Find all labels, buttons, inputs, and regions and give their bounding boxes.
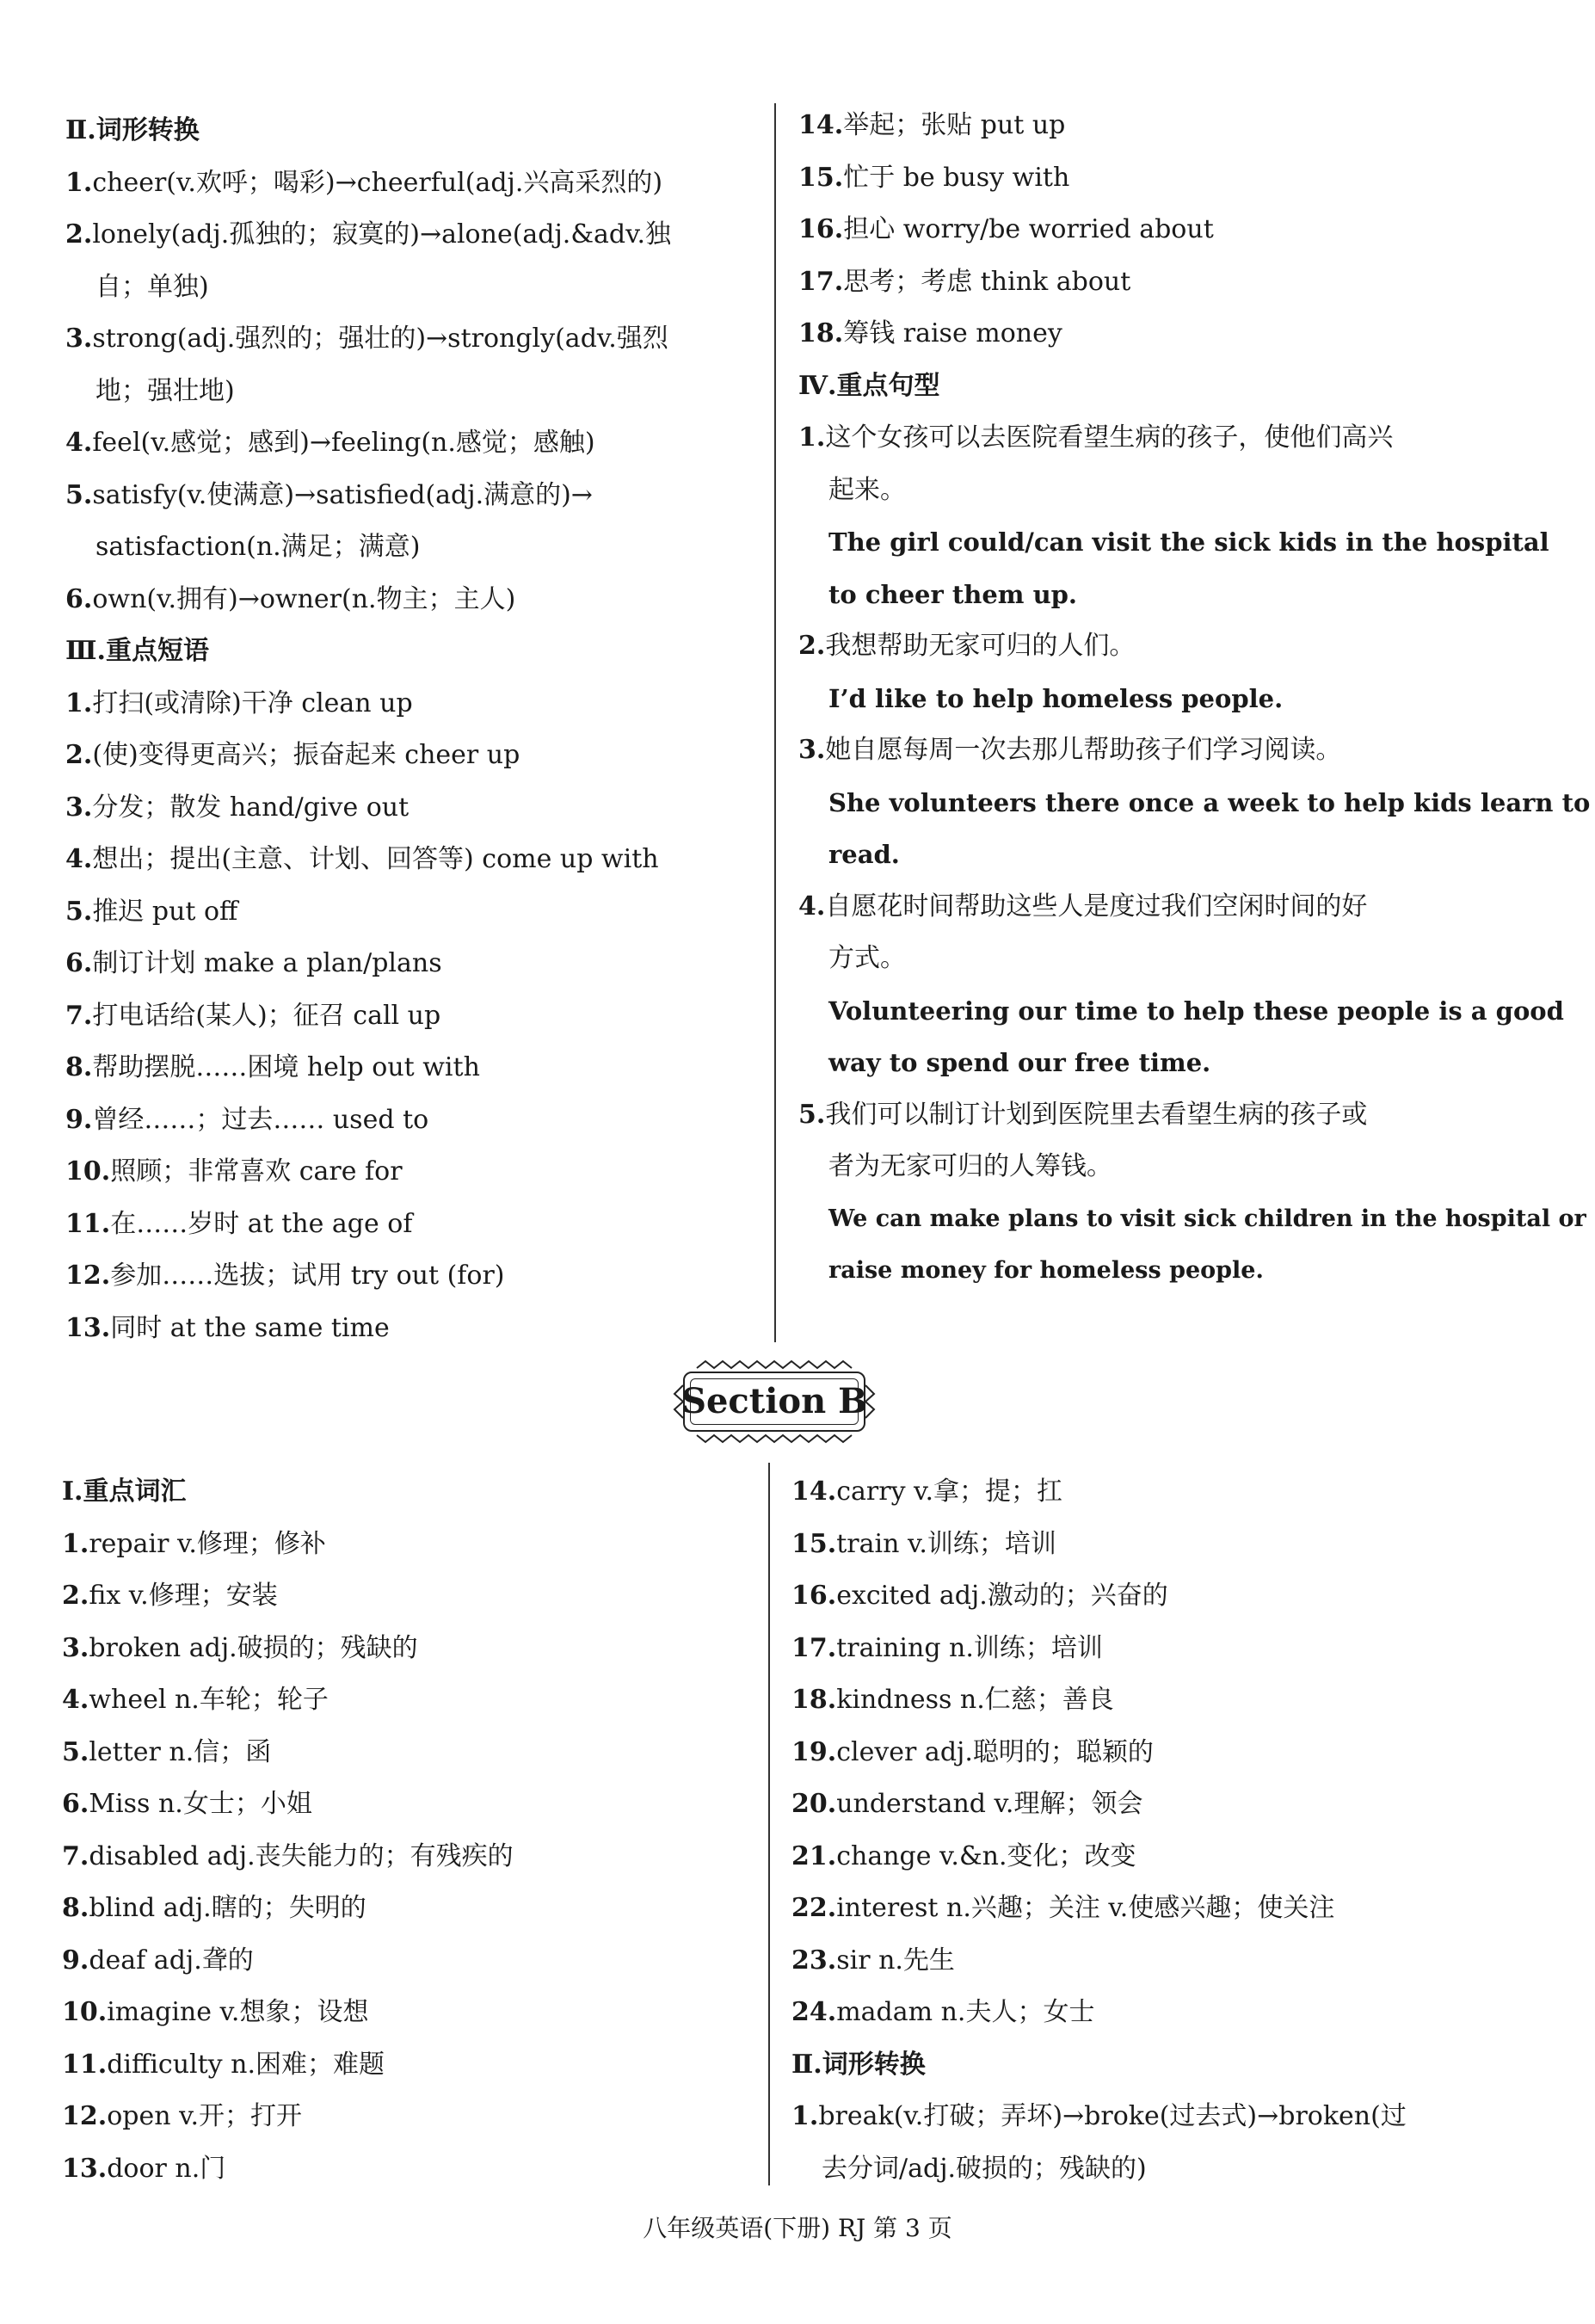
list-item bbox=[65, 417, 754, 470]
item-text: 照顾；非常喜欢 care for bbox=[110, 1156, 403, 1187]
sentence-english: She volunteers there once a week to help kids learn to bbox=[828, 787, 1591, 817]
item-number: 1. bbox=[62, 1528, 89, 1559]
item-number: 6. bbox=[62, 1789, 89, 1819]
column-divider bbox=[768, 1463, 770, 2185]
item-number: 19. bbox=[791, 1736, 837, 1767]
item-text: 曾经……；过去…… used to bbox=[92, 1104, 429, 1135]
section-b-banner bbox=[671, 1359, 878, 1444]
item-number: 15. bbox=[798, 162, 844, 193]
list-item bbox=[791, 1466, 1557, 1519]
item-text: deaf adj.聋的 bbox=[89, 1945, 254, 1976]
item-number: 11. bbox=[62, 2049, 108, 2080]
item-number: 2. bbox=[65, 219, 93, 250]
item-number: 7. bbox=[65, 1000, 93, 1031]
sentence-chinese: 方式。 bbox=[828, 943, 906, 973]
item-number: 4. bbox=[65, 844, 93, 874]
item-text: 打电话给(某人)；征召 call up bbox=[92, 1000, 441, 1031]
item-text: clever adj.聪明的；聪颖的 bbox=[836, 1736, 1154, 1767]
sentence-item bbox=[798, 1089, 1555, 1142]
item-number: 2. bbox=[65, 740, 93, 770]
section-heading: Ⅱ.词形转换 bbox=[65, 115, 200, 145]
list-item bbox=[65, 938, 754, 990]
item-text: Miss n.女士；小姐 bbox=[89, 1789, 312, 1819]
list-item bbox=[65, 1199, 754, 1251]
section-heading: Ⅳ.重点句型 bbox=[798, 370, 940, 401]
item-text: kindness n.仁慈；善良 bbox=[836, 1685, 1114, 1715]
list-item bbox=[798, 204, 1555, 256]
list-item bbox=[62, 1831, 750, 1883]
list-item bbox=[791, 2091, 1557, 2143]
item-text: strong(adj.强烈的；强壮的)→strongly(adv.强烈 bbox=[92, 324, 668, 354]
bottom-left-column bbox=[62, 1466, 750, 2195]
section-heading: Ⅰ.重点词汇 bbox=[62, 1476, 187, 1507]
list-item bbox=[65, 574, 754, 626]
list-item bbox=[65, 1303, 754, 1355]
item-number: 18. bbox=[791, 1685, 837, 1715]
sentence-chinese: 我想帮助无家可归的人们。 bbox=[825, 631, 1136, 661]
sentence-item bbox=[798, 412, 1555, 465]
item-text: break(v.打破；弄坏)→broke(过去式)→broken(过 bbox=[818, 2101, 1407, 2131]
item-text: 在……岁时 at the age of bbox=[110, 1208, 413, 1239]
item-text: 举起；张贴 put up bbox=[843, 110, 1066, 140]
item-number: 13. bbox=[62, 2153, 108, 2184]
item-text: carry v.拿；提；扛 bbox=[836, 1476, 1062, 1507]
item-text: cheer(v.欢呼；喝彩)→cheerful(adj.兴高采烈的) bbox=[92, 167, 663, 198]
page-footer: 八年级英语(下册) RJ 第 3 页 bbox=[643, 2214, 952, 2242]
item-number: 11. bbox=[65, 1208, 111, 1239]
item-number: 15. bbox=[791, 1528, 837, 1559]
list-item bbox=[62, 1935, 750, 1988]
item-number: 9. bbox=[65, 1104, 93, 1135]
item-text: 筹钱 raise money bbox=[843, 318, 1062, 348]
sentence-english: The girl could/can visit the sick kids in the hospital bbox=[828, 527, 1549, 557]
item-text: change v.&n.变化；改变 bbox=[836, 1840, 1136, 1871]
list-item bbox=[791, 1727, 1557, 1779]
item-number: 16. bbox=[791, 1581, 837, 1611]
item-text: lonely(adj.孤独的；寂寞的)→alone(adj.&adv.独 bbox=[92, 219, 672, 250]
list-item bbox=[62, 2091, 750, 2143]
list-item bbox=[65, 1146, 754, 1199]
section-heading: Ⅲ.重点短语 bbox=[65, 636, 209, 666]
item-text: 思考；考虑 think about bbox=[843, 266, 1131, 297]
list-item bbox=[65, 678, 754, 730]
item-text: sir n.先生 bbox=[836, 1945, 955, 1976]
item-number: 5. bbox=[62, 1736, 89, 1767]
sentence-english: read. bbox=[828, 840, 900, 869]
item-number: 8. bbox=[62, 1893, 89, 1923]
list-item bbox=[65, 209, 754, 262]
item-number: 3. bbox=[798, 735, 826, 765]
item-number: 1. bbox=[65, 167, 93, 198]
item-text: 忙于 be busy with bbox=[843, 162, 1070, 193]
item-text: 制订计划 make a plan/plans bbox=[92, 948, 442, 978]
sentence-english: raise money for homeless people. bbox=[828, 1257, 1264, 1284]
item-text: open v.开；打开 bbox=[107, 2101, 303, 2131]
item-number: 5. bbox=[798, 1099, 826, 1130]
item-number: 1. bbox=[798, 422, 826, 453]
list-item bbox=[65, 730, 754, 782]
item-number: 22. bbox=[791, 1893, 837, 1923]
list-item bbox=[62, 1674, 750, 1727]
item-number: 12. bbox=[62, 2101, 108, 2131]
item-text: fix v.修理；安装 bbox=[89, 1581, 278, 1611]
list-item bbox=[65, 1250, 754, 1303]
item-number: 14. bbox=[791, 1476, 837, 1507]
item-text: imagine v.想象；设想 bbox=[107, 1997, 369, 2027]
sentence-item bbox=[798, 881, 1555, 934]
sentence-chinese: 我们可以制订计划到医院里去看望生病的孩子或 bbox=[825, 1099, 1368, 1130]
list-item bbox=[65, 157, 754, 210]
item-number: 24. bbox=[791, 1997, 837, 2027]
list-item bbox=[65, 782, 754, 835]
list-item bbox=[62, 1727, 750, 1779]
item-number: 21. bbox=[791, 1840, 837, 1871]
column-divider bbox=[774, 103, 776, 1342]
sentence-english: way to spend our free time. bbox=[828, 1048, 1211, 1077]
item-text: excited adj.激动的；兴奋的 bbox=[836, 1581, 1168, 1611]
item-number: 9. bbox=[62, 1945, 89, 1976]
sentence-chinese: 这个女孩可以去医院看望生病的孩子，使他们高兴 bbox=[825, 422, 1394, 453]
sentence-english: to cheer them up. bbox=[828, 579, 1078, 609]
item-number: 16. bbox=[798, 214, 844, 244]
list-item bbox=[62, 2039, 750, 2092]
item-number: 12. bbox=[65, 1261, 111, 1291]
item-text: training n.训练；培训 bbox=[836, 1632, 1103, 1663]
list-item bbox=[62, 1987, 750, 2039]
sentence-english: We can make plans to visit sick children in the hospital or bbox=[828, 1205, 1586, 1232]
list-item bbox=[798, 152, 1555, 205]
item-number: 2. bbox=[62, 1581, 89, 1611]
list-item bbox=[65, 886, 754, 939]
item-number: 23. bbox=[791, 1945, 837, 1976]
list-item bbox=[791, 1570, 1557, 1623]
item-continuation: 去分词/adj.破损的；残缺的) bbox=[822, 2153, 1147, 2184]
list-item bbox=[62, 1519, 750, 1571]
item-continuation: satisfaction(n.满足；满意) bbox=[95, 532, 421, 562]
item-number: 17. bbox=[791, 1632, 837, 1663]
item-text: door n.门 bbox=[107, 2153, 226, 2184]
item-number: 4. bbox=[798, 891, 826, 922]
list-item bbox=[65, 990, 754, 1043]
item-number: 8. bbox=[65, 1052, 93, 1082]
list-item bbox=[62, 1778, 750, 1831]
item-text: 想出；提出(主意、计划、回答等) come up with bbox=[92, 844, 659, 874]
item-text: madam n.夫人；女士 bbox=[836, 1997, 1095, 2027]
list-item bbox=[65, 313, 754, 366]
list-item bbox=[65, 1094, 754, 1147]
item-text: 同时 at the same time bbox=[110, 1312, 390, 1343]
list-item bbox=[791, 1519, 1557, 1571]
list-item bbox=[791, 1778, 1557, 1831]
top-right-column bbox=[798, 100, 1591, 1298]
item-text: 打扫(或清除)干净 clean up bbox=[92, 687, 413, 718]
item-number: 1. bbox=[791, 2101, 819, 2131]
list-item bbox=[791, 1623, 1557, 1675]
item-number: 4. bbox=[62, 1685, 89, 1715]
item-text: feel(v.感觉；感到)→feeling(n.感觉；感触) bbox=[92, 428, 595, 458]
list-item bbox=[62, 2143, 750, 2196]
item-number: 6. bbox=[65, 948, 93, 978]
list-item bbox=[798, 256, 1555, 309]
section-heading: Ⅱ.词形转换 bbox=[791, 2049, 926, 2080]
sentence-item bbox=[798, 724, 1555, 777]
sentence-english: Volunteering our time to help these people is a good bbox=[828, 996, 1564, 1026]
sentence-item bbox=[798, 620, 1555, 673]
item-text: interest n.兴趣；关注 v.使感兴趣；使关注 bbox=[836, 1893, 1335, 1923]
item-number: 2. bbox=[798, 631, 826, 661]
list-item bbox=[791, 1935, 1557, 1988]
list-item bbox=[65, 1042, 754, 1094]
item-text: 参加……选拔；试用 try out (for) bbox=[110, 1261, 505, 1291]
item-number: 13. bbox=[65, 1312, 111, 1343]
sentence-chinese: 自愿花时间帮助这些人是度过我们空闲时间的好 bbox=[825, 891, 1368, 922]
sentence-chinese: 她自愿每周一次去那儿帮助孩子们学习阅读。 bbox=[825, 735, 1342, 765]
item-number: 20. bbox=[791, 1789, 837, 1819]
item-text: wheel n.车轮；轮子 bbox=[89, 1685, 329, 1715]
item-text: satisfy(v.使满意)→satisfied(adj.满意的)→ bbox=[92, 479, 593, 510]
item-text: understand v.理解；领会 bbox=[836, 1789, 1143, 1819]
sentence-chinese: 起来。 bbox=[828, 474, 906, 505]
item-number: 3. bbox=[62, 1632, 89, 1663]
item-number: 3. bbox=[65, 792, 93, 823]
item-text: 担心 worry/be worried about bbox=[843, 214, 1214, 244]
item-text: disabled adj.丧失能力的；有残疾的 bbox=[89, 1840, 514, 1871]
sentence-chinese: 者为无家可归的人筹钱。 bbox=[828, 1151, 1112, 1181]
item-text: repair v.修理；修补 bbox=[89, 1528, 326, 1559]
item-text: broken adj.破损的；残缺的 bbox=[89, 1632, 418, 1663]
item-continuation: 地；强壮地) bbox=[95, 375, 235, 406]
item-number: 6. bbox=[65, 583, 93, 614]
item-number: 10. bbox=[62, 1997, 108, 2027]
list-item bbox=[62, 1883, 750, 1935]
list-item bbox=[65, 470, 754, 522]
list-item bbox=[62, 1570, 750, 1623]
sentence-english: I’d like to help homeless people. bbox=[828, 683, 1284, 713]
bottom-right-column bbox=[791, 1466, 1557, 2195]
item-text: 帮助摆脱……困境 help out with bbox=[92, 1052, 480, 1082]
section-title: Section B bbox=[681, 1381, 867, 1421]
item-number: 18. bbox=[798, 318, 844, 348]
item-number: 14. bbox=[798, 110, 844, 140]
item-number: 3. bbox=[65, 324, 93, 354]
item-number: 5. bbox=[65, 479, 93, 510]
item-number: 17. bbox=[798, 266, 844, 297]
item-number: 10. bbox=[65, 1156, 111, 1187]
item-number: 5. bbox=[65, 896, 93, 927]
item-text: 分发；散发 hand/give out bbox=[92, 792, 410, 823]
item-number: 4. bbox=[65, 428, 93, 458]
item-text: (使)变得更高兴；振奋起来 cheer up bbox=[92, 740, 520, 770]
list-item bbox=[798, 308, 1555, 361]
list-item bbox=[65, 834, 754, 886]
list-item bbox=[62, 1623, 750, 1675]
top-left-column bbox=[65, 105, 754, 1354]
item-text: train v.训练；培训 bbox=[836, 1528, 1056, 1559]
item-text: letter n.信；函 bbox=[89, 1736, 272, 1767]
item-text: difficulty n.困难；难题 bbox=[107, 2049, 385, 2080]
item-continuation: 自；单独) bbox=[95, 271, 209, 302]
list-item bbox=[791, 1987, 1557, 2039]
list-item bbox=[798, 100, 1555, 152]
item-number: 1. bbox=[65, 687, 93, 718]
list-item bbox=[791, 1674, 1557, 1727]
item-text: own(v.拥有)→owner(n.物主；主人) bbox=[92, 583, 516, 614]
item-text: blind adj.瞎的；失明的 bbox=[89, 1893, 366, 1923]
list-item bbox=[791, 1831, 1557, 1883]
item-text: 推迟 put off bbox=[92, 896, 238, 927]
item-number: 7. bbox=[62, 1840, 89, 1871]
list-item bbox=[791, 1883, 1557, 1935]
